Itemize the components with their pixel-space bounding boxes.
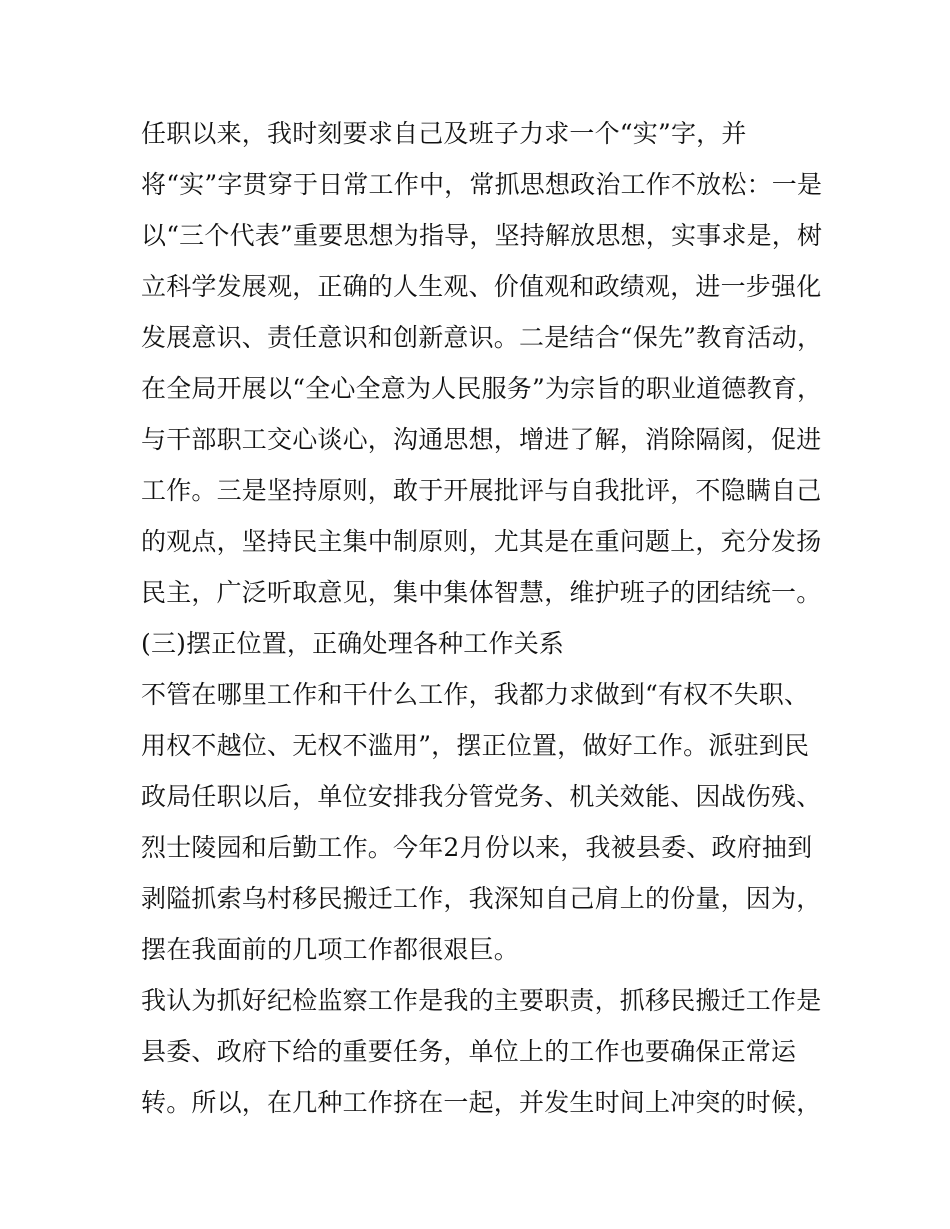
text-line: 与干部职工交心谈心，沟通思想，增进了解，消除隔阂，促进 (141, 425, 822, 454)
body-text (141, 108, 821, 1128)
text-line: 转。所以，在几种工作挤在一起，并发生时间上冲突的时候， (141, 1088, 822, 1117)
text-line: 不管在哪里工作和干什么工作，我都力求做到“有权不失职、 (141, 680, 810, 709)
text-line: 摆在我面前的几项工作都很艰巨。 (141, 935, 520, 964)
text-line: 烈士陵园和后勤工作。今年2月份以来，我被县委、政府抽到 (141, 833, 813, 862)
text-line: 将“实”字贯穿于日常工作中，常抓思想政治工作不放松：一是 (141, 170, 823, 199)
text-line: 在全局开展以“全心全意为人民服务”为宗旨的职业道德教育， (141, 374, 823, 403)
text-line: 我认为抓好纪检监察工作是我的主要职责，抓移民搬迁工作是 (141, 986, 822, 1015)
text-line: 工作。三是坚持原则，敢于开展批评与自我批评，不隐瞒自己 (141, 476, 822, 505)
text-line: 用权不越位、无权不滥用”，摆正位置，做好工作。派驻到民 (141, 731, 810, 760)
text-line: 以“三个代表”重要思想为指导，坚持解放思想，实事求是，树 (141, 221, 823, 250)
text-line: 任职以来，我时刻要求自己及班子力求一个“实”字，并 (141, 119, 747, 148)
text-line: 立科学发展观，正确的人生观、价值观和政绩观，进一步强化 (141, 272, 822, 301)
section-heading: (三)摆正位置，正确处理各种工作关系 (141, 629, 565, 658)
text-line: 发展意识、责任意识和创新意识。二是结合“保先”教育活动， (141, 323, 823, 352)
text-line: 的观点，坚持民主集中制原则，尤其是在重问题上，充分发扬 (141, 527, 822, 556)
text-line: 县委、政府下给的重要任务，单位上的工作也要确保正常运 (141, 1037, 797, 1066)
text-line: 民主，广泛听取意见，集中集体智慧，维护班子的团结统一。 (141, 578, 822, 607)
text-line: 剥隘抓索乌村移民搬迁工作，我深知自己肩上的份量，因为， (141, 884, 822, 913)
text-line: 政局任职以后，单位安排我分管党务、机关效能、因战伤残、 (141, 782, 822, 811)
